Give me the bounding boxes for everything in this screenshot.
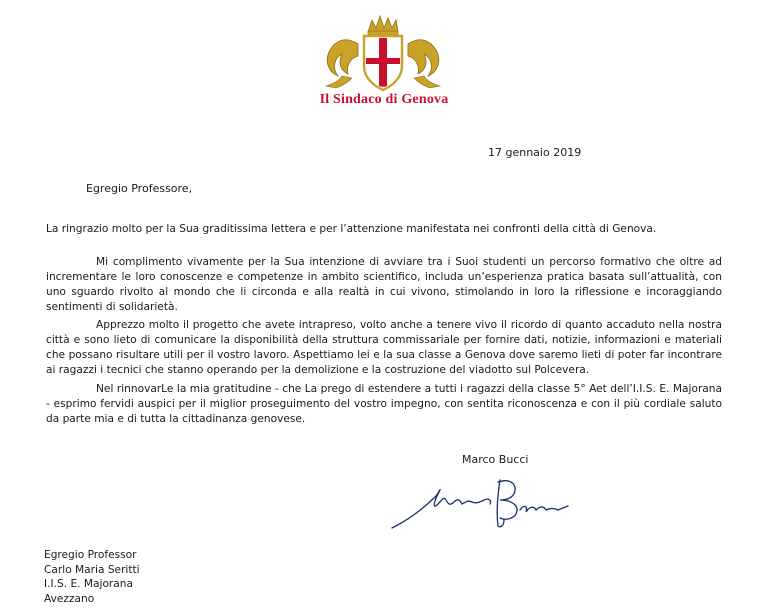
office-title: Il Sindaco di Genova xyxy=(319,92,449,107)
letter-date: 17 gennaio 2019 xyxy=(488,146,582,159)
recipient-line-2: Carlo Maria Seritti xyxy=(44,563,140,576)
paragraph-1: La ringrazio molto per la Sua graditissima lettera e per l’attenzione manifestata nei confronti della città di Genova. xyxy=(46,223,657,235)
salutation: Egregio Professore, xyxy=(86,182,193,195)
genoa-coat-of-arms-icon xyxy=(318,14,448,96)
recipient-line-1: Egregio Professor xyxy=(44,549,137,561)
recipient-line-3: I.I.S. E. Majorana xyxy=(44,578,133,590)
paragraph-3: Apprezzo molto il progetto che avete intrapreso, volto anche a tenere vivo il ricordo di quanto accaduto nella nostra città e sono lieto di comunicare la disponibilità della struttura commissariale per fornire dati, notizie, informazioni e materiali che possano risultare utili per il vostro lavoro. Aspettiamo lei e la sua classe a Genova dove saremo lieti di poter far incontrare ai ragazzi i tecnici che stanno operando per la demolizione e la costruzione del viadotto sul Polcevera. xyxy=(46,319,722,376)
recipient-line-4: Avezzano xyxy=(44,592,95,605)
paragraph-4: Nel rinnovarLe la mia gratitudine - che La prego di estendere a tutti i ragazzi della classe 5° Aet dell’I.I.S. E. Majorana - esprimo fervidi auspici per il miglior proseguimento del vostro impegno, con sentita riconoscenza e con il più cordiale saluto da parte mia e di tutta la cittadinanza genovese. xyxy=(46,383,722,425)
paragraph-2: Mi complimento vivamente per la Sua intenzione di avviare tra i Suoi studenti un percorso formativo che oltre ad incrementare le loro conoscenze e competenze in ambito scientifico, includa un’esperienza pratica basata sull’attualità, con uno sguardo rivolto al mondo che li circonda e alla realtà in cui vivono, stimolando in loro la riflessione e incoraggiando sentimenti di solidarietà. xyxy=(46,256,722,313)
signer-name: Marco Bucci xyxy=(462,453,529,466)
recipient-address xyxy=(44,548,140,606)
handwritten-signature xyxy=(388,470,578,532)
